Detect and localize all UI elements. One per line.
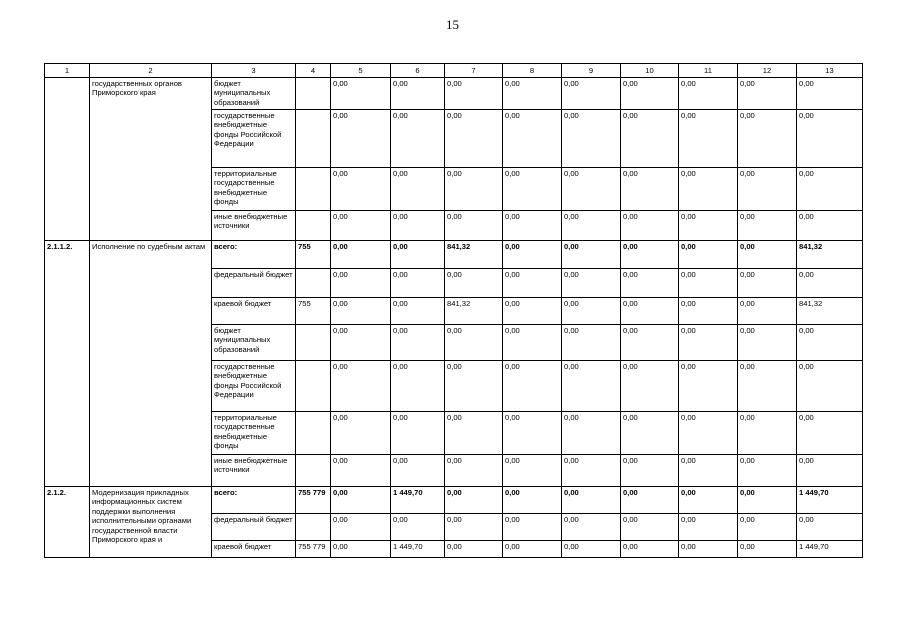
value-cell-col-12: 0,00 xyxy=(738,241,797,269)
value-cell-col-11: 0,00 xyxy=(679,269,738,298)
value-cell-col-9: 0,00 xyxy=(562,168,621,211)
value-cell-col-9: 0,00 xyxy=(562,241,621,269)
value-cell-col-6: 0,00 xyxy=(391,168,445,211)
value-cell-col-5: 0,00 xyxy=(331,412,391,455)
value-cell-col-10: 0,00 xyxy=(621,455,679,487)
value-cell-col-10: 0,00 xyxy=(621,168,679,211)
value-cell-col-7: 0,00 xyxy=(445,168,503,211)
value-cell-col-11: 0,00 xyxy=(679,298,738,325)
value-cell-col-11: 0,00 xyxy=(679,211,738,241)
value-cell-col-12: 0,00 xyxy=(738,361,797,412)
value-cell-col-5: 0,00 xyxy=(331,541,391,558)
value-cell-col-12: 0,00 xyxy=(738,487,797,514)
value-cell-col-11: 0,00 xyxy=(679,487,738,514)
value-cell-col-13: 0,00 xyxy=(797,168,863,211)
budget-code: 755 xyxy=(296,298,331,325)
value-cell-col-6: 0,00 xyxy=(391,78,445,110)
value-cell-col-5: 0,00 xyxy=(331,325,391,361)
value-cell-col-13: 0,00 xyxy=(797,78,863,110)
value-cell-col-11: 0,00 xyxy=(679,412,738,455)
budget-code: 755 779 xyxy=(296,487,331,514)
value-cell-col-9: 0,00 xyxy=(562,298,621,325)
value-cell-col-6: 0,00 xyxy=(391,269,445,298)
table-body xyxy=(45,78,863,558)
value-cell-col-13: 0,00 xyxy=(797,110,863,168)
funding-source: краевой бюджет xyxy=(212,298,296,325)
value-cell-col-8: 0,00 xyxy=(503,361,562,412)
value-cell-col-12: 0,00 xyxy=(738,412,797,455)
value-cell-col-12: 0,00 xyxy=(738,211,797,241)
item-code: 2.1.2. xyxy=(45,487,90,558)
value-cell-col-13: 0,00 xyxy=(797,211,863,241)
value-cell-col-6: 0,00 xyxy=(391,241,445,269)
value-cell-col-9: 0,00 xyxy=(562,361,621,412)
value-cell-col-6: 0,00 xyxy=(391,325,445,361)
budget-code xyxy=(296,168,331,211)
value-cell-col-7: 0,00 xyxy=(445,361,503,412)
value-cell-col-10: 0,00 xyxy=(621,269,679,298)
value-cell-col-12: 0,00 xyxy=(738,168,797,211)
value-cell-col-13: 0,00 xyxy=(797,361,863,412)
column-header-3: 3 xyxy=(212,64,296,78)
table-row xyxy=(45,78,863,110)
item-code xyxy=(45,78,90,241)
value-cell-col-10: 0,00 xyxy=(621,110,679,168)
funding-source: территориальные государственные внебюджетные фонды xyxy=(212,412,296,455)
value-cell-col-12: 0,00 xyxy=(738,78,797,110)
value-cell-col-8: 0,00 xyxy=(503,487,562,514)
value-cell-col-8: 0,00 xyxy=(503,541,562,558)
value-cell-col-13: 0,00 xyxy=(797,325,863,361)
value-cell-col-7: 0,00 xyxy=(445,269,503,298)
value-cell-col-8: 0,00 xyxy=(503,211,562,241)
value-cell-col-11: 0,00 xyxy=(679,325,738,361)
funding-source: всего: xyxy=(212,487,296,514)
value-cell-col-5: 0,00 xyxy=(331,455,391,487)
item-title: Исполнение по судебным актам xyxy=(90,241,212,487)
value-cell-col-5: 0,00 xyxy=(331,514,391,541)
value-cell-col-6: 0,00 xyxy=(391,211,445,241)
value-cell-col-13: 0,00 xyxy=(797,412,863,455)
value-cell-col-9: 0,00 xyxy=(562,514,621,541)
value-cell-col-9: 0,00 xyxy=(562,211,621,241)
value-cell-col-5: 0,00 xyxy=(331,241,391,269)
value-cell-col-9: 0,00 xyxy=(562,325,621,361)
value-cell-col-6: 0,00 xyxy=(391,412,445,455)
budget-code xyxy=(296,269,331,298)
funding-source: федеральный бюджет xyxy=(212,514,296,541)
value-cell-col-10: 0,00 xyxy=(621,78,679,110)
value-cell-col-7: 841,32 xyxy=(445,241,503,269)
column-header-7: 7 xyxy=(445,64,503,78)
value-cell-col-11: 0,00 xyxy=(679,168,738,211)
value-cell-col-11: 0,00 xyxy=(679,455,738,487)
funding-source: государственные внебюджетные фонды Российской Федерации xyxy=(212,110,296,168)
value-cell-col-11: 0,00 xyxy=(679,110,738,168)
value-cell-col-8: 0,00 xyxy=(503,78,562,110)
table-row xyxy=(45,241,863,269)
column-header-4: 4 xyxy=(296,64,331,78)
value-cell-col-10: 0,00 xyxy=(621,541,679,558)
value-cell-col-8: 0,00 xyxy=(503,298,562,325)
funding-source: иные внебюджетные источники xyxy=(212,455,296,487)
value-cell-col-9: 0,00 xyxy=(562,269,621,298)
item-title: государственных органов Приморского края xyxy=(90,78,212,241)
value-cell-col-6: 0,00 xyxy=(391,455,445,487)
value-cell-col-13: 1 449,70 xyxy=(797,487,863,514)
value-cell-col-8: 0,00 xyxy=(503,241,562,269)
value-cell-col-8: 0,00 xyxy=(503,168,562,211)
value-cell-col-6: 0,00 xyxy=(391,361,445,412)
value-cell-col-7: 0,00 xyxy=(445,211,503,241)
value-cell-col-11: 0,00 xyxy=(679,514,738,541)
funding-source: краевой бюджет xyxy=(212,541,296,558)
value-cell-col-9: 0,00 xyxy=(562,110,621,168)
funding-source: всего: xyxy=(212,241,296,269)
column-header-6: 6 xyxy=(391,64,445,78)
value-cell-col-6: 0,00 xyxy=(391,110,445,168)
value-cell-col-11: 0,00 xyxy=(679,361,738,412)
value-cell-col-9: 0,00 xyxy=(562,455,621,487)
value-cell-col-6: 1 449,70 xyxy=(391,541,445,558)
value-cell-col-5: 0,00 xyxy=(331,361,391,412)
value-cell-col-5: 0,00 xyxy=(331,211,391,241)
value-cell-col-6: 0,00 xyxy=(391,298,445,325)
value-cell-col-11: 0,00 xyxy=(679,541,738,558)
value-cell-col-5: 0,00 xyxy=(331,78,391,110)
value-cell-col-13: 0,00 xyxy=(797,455,863,487)
column-header-9: 9 xyxy=(562,64,621,78)
value-cell-col-11: 0,00 xyxy=(679,78,738,110)
value-cell-col-9: 0,00 xyxy=(562,78,621,110)
column-header-2: 2 xyxy=(90,64,212,78)
value-cell-col-13: 841,32 xyxy=(797,241,863,269)
budget-code xyxy=(296,325,331,361)
budget-table xyxy=(44,63,863,558)
value-cell-col-13: 0,00 xyxy=(797,269,863,298)
funding-source: государственные внебюджетные фонды Российской Федерации xyxy=(212,361,296,412)
page-number: 15 xyxy=(446,17,459,32)
column-header-10: 10 xyxy=(621,64,679,78)
column-header-1: 1 xyxy=(45,64,90,78)
value-cell-col-7: 0,00 xyxy=(445,455,503,487)
value-cell-col-10: 0,00 xyxy=(621,325,679,361)
value-cell-col-8: 0,00 xyxy=(503,455,562,487)
budget-code xyxy=(296,78,331,110)
value-cell-col-7: 0,00 xyxy=(445,110,503,168)
value-cell-col-8: 0,00 xyxy=(503,412,562,455)
value-cell-col-7: 0,00 xyxy=(445,325,503,361)
budget-code xyxy=(296,514,331,541)
value-cell-col-7: 0,00 xyxy=(445,487,503,514)
budget-code: 755 779 xyxy=(296,541,331,558)
funding-source: федеральный бюджет xyxy=(212,269,296,298)
value-cell-col-10: 0,00 xyxy=(621,241,679,269)
column-header-13: 13 xyxy=(797,64,863,78)
value-cell-col-9: 0,00 xyxy=(562,541,621,558)
value-cell-col-10: 0,00 xyxy=(621,487,679,514)
value-cell-col-11: 0,00 xyxy=(679,241,738,269)
value-cell-col-12: 0,00 xyxy=(738,325,797,361)
value-cell-col-7: 841,32 xyxy=(445,298,503,325)
value-cell-col-12: 0,00 xyxy=(738,110,797,168)
column-header-11: 11 xyxy=(679,64,738,78)
value-cell-col-5: 0,00 xyxy=(331,110,391,168)
budget-code xyxy=(296,412,331,455)
value-cell-col-6: 0,00 xyxy=(391,514,445,541)
column-header-5: 5 xyxy=(331,64,391,78)
budget-code xyxy=(296,361,331,412)
budget-code xyxy=(296,110,331,168)
value-cell-col-7: 0,00 xyxy=(445,412,503,455)
funding-source: бюджет муниципальных образований xyxy=(212,325,296,361)
value-cell-col-10: 0,00 xyxy=(621,412,679,455)
value-cell-col-9: 0,00 xyxy=(562,487,621,514)
value-cell-col-13: 1 449,70 xyxy=(797,541,863,558)
value-cell-col-13: 0,00 xyxy=(797,514,863,541)
value-cell-col-8: 0,00 xyxy=(503,514,562,541)
value-cell-col-10: 0,00 xyxy=(621,211,679,241)
value-cell-col-8: 0,00 xyxy=(503,269,562,298)
value-cell-col-8: 0,00 xyxy=(503,110,562,168)
value-cell-col-5: 0,00 xyxy=(331,298,391,325)
funding-source: бюджет муниципальных образований xyxy=(212,78,296,110)
value-cell-col-6: 1 449,70 xyxy=(391,487,445,514)
value-cell-col-5: 0,00 xyxy=(331,168,391,211)
value-cell-col-7: 0,00 xyxy=(445,78,503,110)
value-cell-col-12: 0,00 xyxy=(738,455,797,487)
column-header-8: 8 xyxy=(503,64,562,78)
funding-source: территориальные государственные внебюджетные фонды xyxy=(212,168,296,211)
value-cell-col-9: 0,00 xyxy=(562,412,621,455)
value-cell-col-10: 0,00 xyxy=(621,361,679,412)
value-cell-col-12: 0,00 xyxy=(738,298,797,325)
item-title: Модернизация прикладных информационных систем поддержки выполнения исполнительными органами государственной власти Приморского края и xyxy=(90,487,212,558)
budget-code xyxy=(296,455,331,487)
value-cell-col-10: 0,00 xyxy=(621,514,679,541)
value-cell-col-12: 0,00 xyxy=(738,541,797,558)
value-cell-col-7: 0,00 xyxy=(445,514,503,541)
value-cell-col-10: 0,00 xyxy=(621,298,679,325)
value-cell-col-7: 0,00 xyxy=(445,541,503,558)
budget-code: 755 xyxy=(296,241,331,269)
value-cell-col-12: 0,00 xyxy=(738,514,797,541)
funding-source: иные внебюджетные источники xyxy=(212,211,296,241)
table-header-row xyxy=(45,64,863,78)
table-row xyxy=(45,487,863,514)
value-cell-col-13: 841,32 xyxy=(797,298,863,325)
item-code: 2.1.1.2. xyxy=(45,241,90,487)
value-cell-col-8: 0,00 xyxy=(503,325,562,361)
column-header-12: 12 xyxy=(738,64,797,78)
value-cell-col-12: 0,00 xyxy=(738,269,797,298)
value-cell-col-5: 0,00 xyxy=(331,269,391,298)
value-cell-col-5: 0,00 xyxy=(331,487,391,514)
budget-code xyxy=(296,211,331,241)
